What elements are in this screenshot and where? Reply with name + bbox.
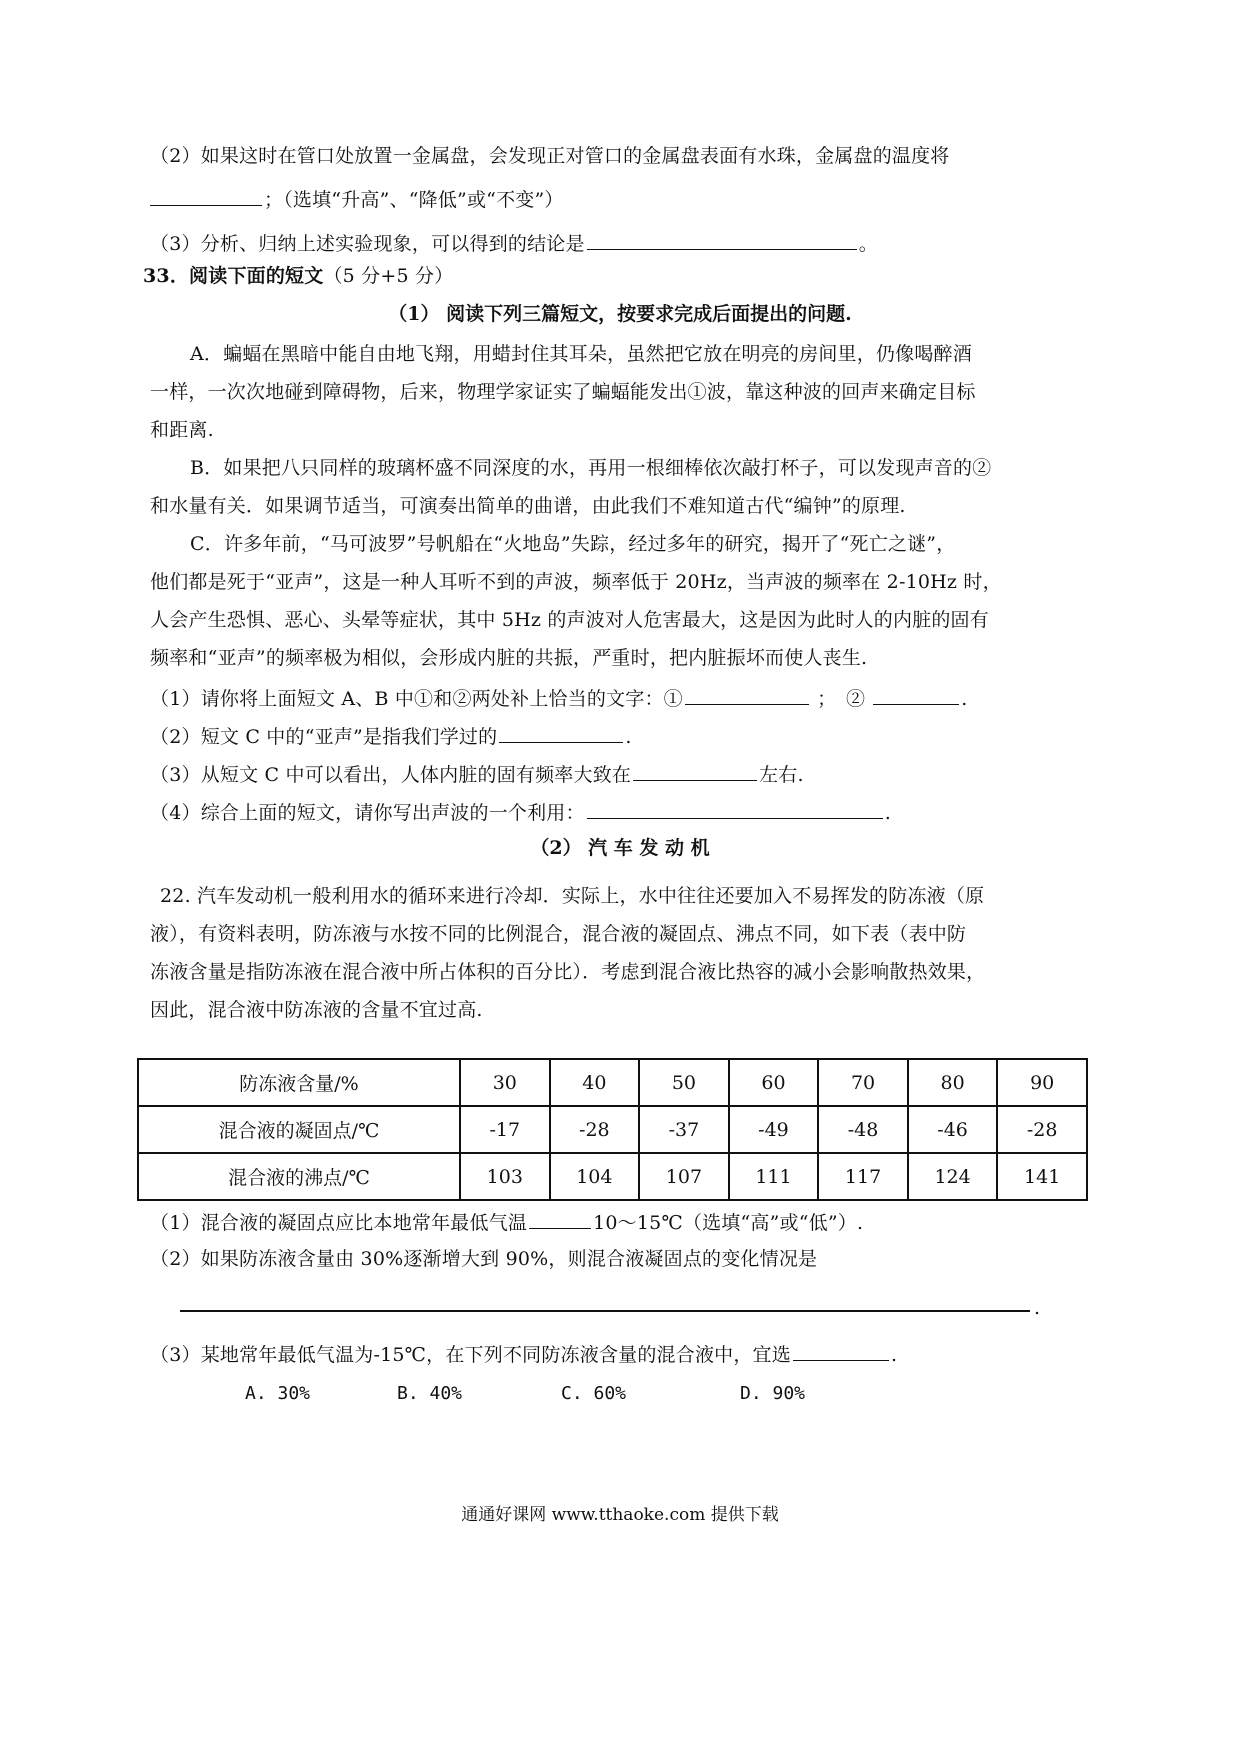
prev-q2-hint: ；（选填“升高”、“降低”或“不变”） — [264, 189, 564, 211]
table-cell: 103 — [460, 1153, 550, 1200]
table-cell: 70 — [818, 1059, 908, 1106]
table-cell: -49 — [729, 1106, 819, 1153]
table-cell: -48 — [818, 1106, 908, 1153]
answer-blank[interactable] — [529, 1208, 591, 1229]
answer-blank[interactable] — [793, 1340, 889, 1361]
sub-question-3 — [150, 1340, 897, 1367]
table-cell: 107 — [639, 1153, 729, 1200]
table-cell: 141 — [997, 1153, 1087, 1200]
table-cell: 80 — [908, 1059, 998, 1106]
q22-line: 液），有资料表明，防冻液与水按不同的比例混合，混合液的凝固点、沸点不同，如下表（表中防 — [150, 923, 967, 945]
option-b[interactable]: B. 40% — [397, 1383, 463, 1404]
table-cell: -28 — [550, 1106, 640, 1153]
sub-question-3-text: （3）某地常年最低气温为-15℃，在下列不同防冻液含量的混合液中，宜选 — [150, 1344, 791, 1366]
q22-line: 因此，混合液中防冻液的含量不宜过高. — [150, 999, 483, 1021]
question-3 — [150, 760, 804, 787]
answer-line[interactable] — [180, 1310, 1030, 1312]
passage-a-line: 和距离. — [150, 419, 214, 441]
q33-score: （5 分+5 分） — [323, 265, 454, 287]
prev-q3 — [150, 229, 878, 256]
passage-c-line: 人会产生恐惧、恶心、头晕等症状，其中 5Hz 的声波对人危害最大，这是因为此时人的内脏的固有 — [150, 609, 989, 631]
question-4 — [150, 798, 891, 825]
q22-line: 22. 汽车发动机一般利用水的循环来进行冷却．实际上，水中往往还要加入不易挥发的防冻液（原 — [160, 885, 985, 907]
table-cell: 104 — [550, 1153, 640, 1200]
question-1-text: （1）请你将上面短文 A、B 中①和②两处补上恰当的文字：① — [150, 688, 683, 710]
question-3-suffix: 左右. — [759, 764, 804, 786]
sub-question-1-text: （1）混合液的凝固点应比本地常年最低气温 — [150, 1212, 528, 1234]
table-cell: -46 — [908, 1106, 998, 1153]
question-1 — [150, 684, 967, 711]
table-cell: 30 — [460, 1059, 550, 1106]
answer-blank[interactable] — [587, 798, 883, 819]
table-cell: 60 — [729, 1059, 819, 1106]
table-cell: 117 — [818, 1153, 908, 1200]
table-cell: 50 — [639, 1059, 729, 1106]
answer-blank[interactable] — [499, 722, 623, 743]
passage-b-line: 和水量有关．如果调节适当，可演奏出简单的曲谱，由此我们不难知道古代“编钟”的原理. — [150, 495, 906, 517]
question-4-suffix: . — [884, 802, 891, 824]
table-cell: 40 — [550, 1059, 640, 1106]
prev-q3-text: （3）分析、归纳上述实验现象，可以得到的结论是 — [150, 233, 585, 255]
part2-heading: （2） 汽 车 发 动 机 — [530, 837, 710, 859]
row-label: 混合液的凝固点/℃ — [138, 1106, 460, 1153]
passage-c-line: C．许多年前，“马可波罗”号帆船在“火地岛”失踪，经过多年的研究，揭开了“死亡之谜”， — [190, 533, 956, 555]
table-cell: -17 — [460, 1106, 550, 1153]
passage-a-line: 一样，一次次地碰到障碍物，后来，物理学家证实了蝙蝠能发出①波，靠这种波的回声来确定目标 — [150, 381, 976, 403]
answer-blank[interactable] — [587, 229, 857, 250]
answer-blank-2[interactable] — [873, 684, 959, 705]
sub-question-1-suffix: 10～15℃（选填“高”或“低”）. — [593, 1212, 864, 1234]
table-row — [138, 1106, 1087, 1153]
sub-question-2-end: . — [1034, 1297, 1041, 1319]
table-row — [138, 1153, 1087, 1200]
passage-a-line: A．蝙蝠在黑暗中能自由地飞翔，用蜡封住其耳朵，虽然把它放在明亮的房间里，仍像喝醉酒 — [190, 343, 972, 365]
row-label: 混合液的沸点/℃ — [138, 1153, 460, 1200]
q22-line: 冻液含量是指防冻液在混合液中所占体积的百分比）．考虑到混合液比热容的减小会影响散热效果， — [150, 961, 986, 983]
sub-question-2: （2）如果防冻液含量由 30%逐渐增大到 90%，则混合液凝固点的变化情况是 — [150, 1248, 818, 1270]
sub-question-3-suffix: . — [890, 1344, 898, 1366]
question-3-text: （3）从短文 C 中可以看出，人体内脏的固有频率大致在 — [150, 764, 632, 786]
option-a[interactable]: A. 30% — [245, 1383, 311, 1404]
prev-q3-suffix: 。 — [858, 233, 878, 255]
passage-b-line: B．如果把八只同样的玻璃杯盛不同深度的水，再用一根细棒依次敲打杯子，可以发现声音的② — [190, 457, 992, 479]
table-cell: 124 — [908, 1153, 998, 1200]
table-cell: -28 — [997, 1106, 1087, 1153]
table-cell: 111 — [729, 1153, 819, 1200]
question-1-mid: ； ② — [817, 688, 866, 710]
row-label: 防冻液含量/% — [138, 1059, 460, 1106]
q33-header — [143, 264, 453, 288]
table-cell: -37 — [639, 1106, 729, 1153]
part1-heading: （1） 阅读下列三篇短文，按要求完成后面提出的问题. — [388, 303, 852, 325]
question-1-suffix: . — [961, 688, 968, 710]
q33-title: 33．阅读下面的短文 — [143, 265, 324, 287]
question-2 — [150, 722, 632, 749]
footer-credit: 通通好课网 www.tthaoke.com 提供下载 — [461, 1505, 779, 1525]
question-4-text: （4）综合上面的短文，请你写出声波的一个利用： — [150, 802, 585, 824]
option-c[interactable]: C. 60% — [561, 1383, 627, 1404]
passage-c-line: 他们都是死于“亚声”，这是一种人耳听不到的声波，频率低于 20Hz，当声波的频率在 2-10Hz 时， — [150, 571, 1002, 593]
table-row — [138, 1059, 1087, 1106]
sub-question-1 — [150, 1208, 863, 1235]
question-2-suffix: . — [625, 726, 632, 748]
table-cell: 90 — [997, 1059, 1087, 1106]
answer-blank[interactable] — [150, 185, 262, 206]
option-d[interactable]: D. 90% — [740, 1383, 806, 1404]
answer-blank[interactable] — [633, 760, 757, 781]
antifreeze-table — [137, 1058, 1088, 1201]
answer-blank-1[interactable] — [685, 684, 809, 705]
passage-c-line: 频率和“亚声”的频率极为相似，会形成内脏的共振，严重时，把内脏振坏而使人丧生. — [150, 647, 868, 669]
prev-q2-line2 — [150, 185, 564, 212]
prev-q2-line1: （2）如果这时在管口处放置一金属盘，会发现正对管口的金属盘表面有水珠，金属盘的温度将 — [150, 145, 950, 167]
question-2-text: （2）短文 C 中的“亚声”是指我们学过的 — [150, 726, 498, 748]
